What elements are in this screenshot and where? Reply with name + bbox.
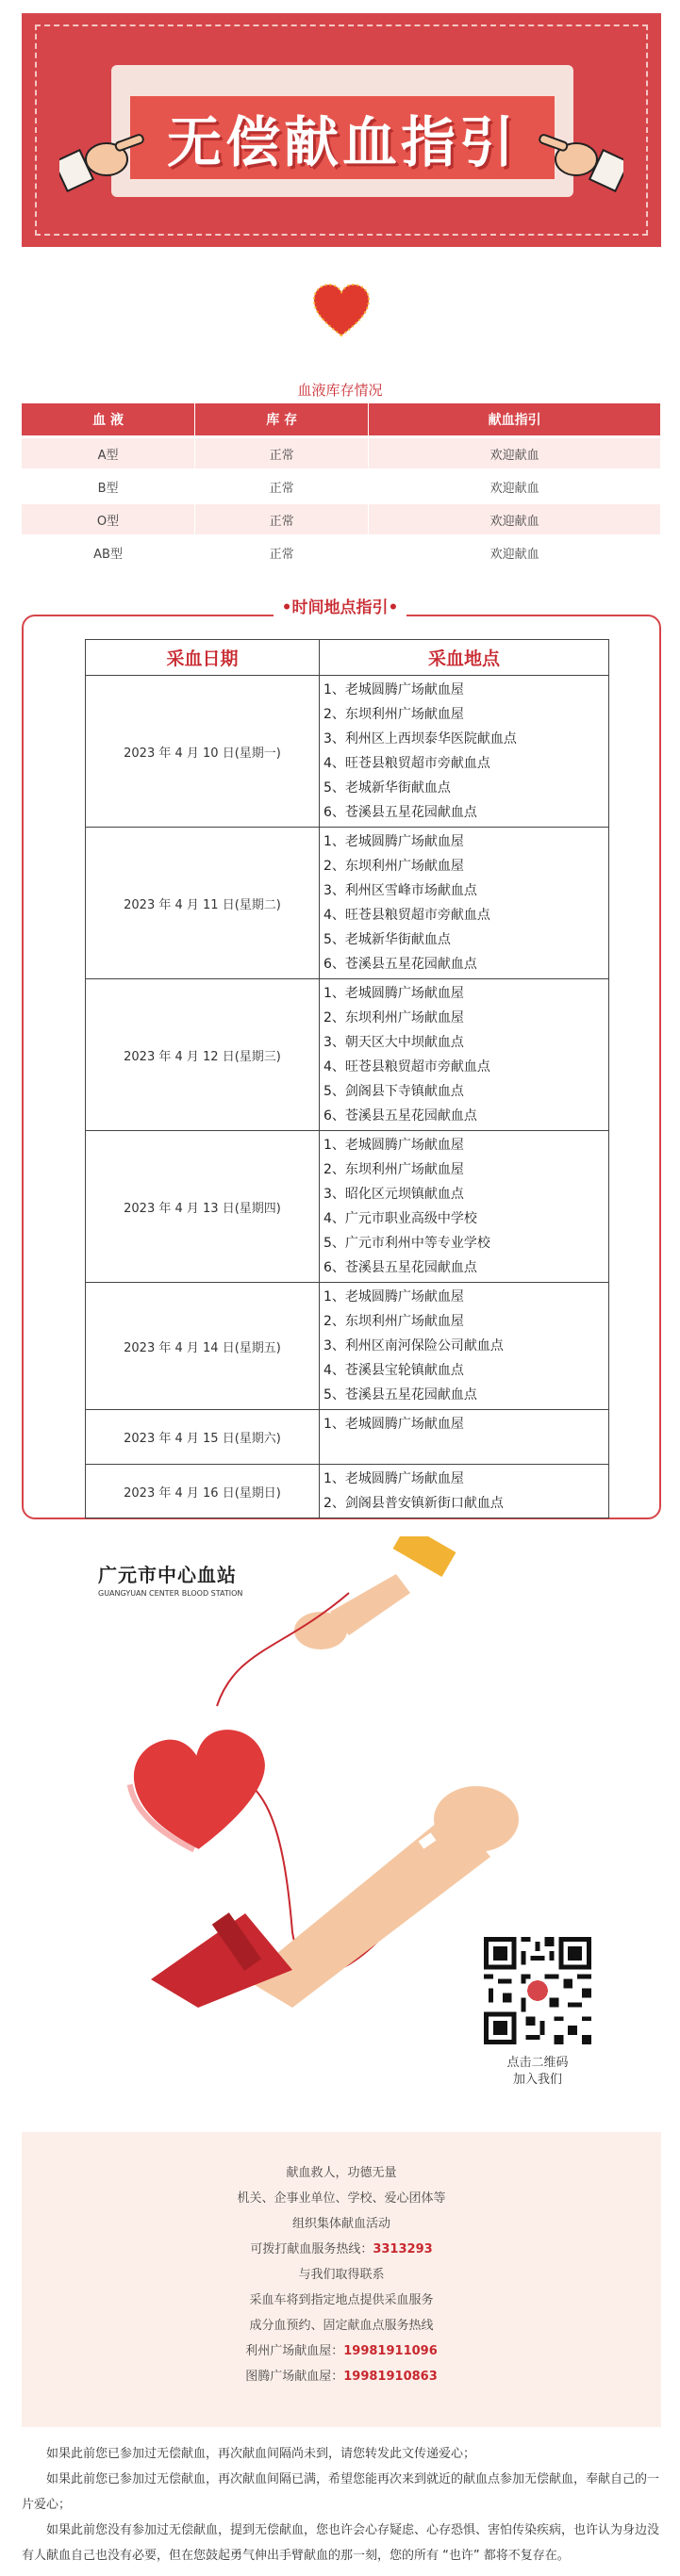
places-cell xyxy=(320,1410,609,1465)
stock-level-cell: 正常 xyxy=(195,504,369,534)
info-line: 献血救人，功德无量 xyxy=(286,2166,397,2180)
table-row xyxy=(22,471,661,501)
table-row xyxy=(22,504,661,534)
table-row xyxy=(86,1410,609,1465)
location-item: 5、剑阁县下寺镇献血点 xyxy=(323,1084,464,1099)
table-row xyxy=(86,828,609,979)
info-line: 机关、企事业单位、学校、爱心团体等 xyxy=(237,2191,446,2206)
location-item: 4、广元市职业高级中学校 xyxy=(323,1211,477,1226)
qr-code-icon[interactable] xyxy=(479,1932,596,2049)
location-item: 2、东坝利州广场献血屋 xyxy=(323,1010,464,1025)
column-header-date: 采血日期 xyxy=(86,640,320,676)
station-logo xyxy=(98,1560,242,1598)
location-item: 4、旺苍县粮贸超市旁献血点 xyxy=(323,756,490,771)
paragraph: 如果此前您已参加过无偿献血，再次献血间隔已满，希望您能再次来到就近的献血点参加无偿献血，奉献自己的一片爱心； xyxy=(22,2472,660,2512)
places-cell xyxy=(320,1131,609,1283)
station-name: 广元市中心血站 xyxy=(98,1564,237,1586)
qr-caption-line: 加入我们 xyxy=(512,2073,562,2087)
location-item: 3、利州区上西坝泰华医院献血点 xyxy=(323,731,517,747)
location-item: 2、东坝利州广场献血屋 xyxy=(323,859,464,874)
blood-type-cell: A型 xyxy=(22,438,195,468)
banner-title-plate xyxy=(130,96,555,179)
places-cell xyxy=(320,979,609,1131)
phone-number[interactable]: 19981910863 xyxy=(343,2370,438,2384)
stock-section-title: 血液库存情况 xyxy=(297,382,383,399)
stock-level-cell: 正常 xyxy=(195,537,369,567)
hotline-number[interactable]: 3313293 xyxy=(373,2242,433,2256)
table-row xyxy=(86,1465,609,1518)
places-cell xyxy=(320,828,609,979)
date-cell: 2023 年 4 月 10 日(星期一) xyxy=(86,676,320,828)
location-item: 5、苍溪县五星花园献血点 xyxy=(323,1387,477,1403)
date-cell: 2023 年 4 月 14 日(星期五) xyxy=(86,1283,320,1410)
location-item: 1、老城圆腾广场献血屋 xyxy=(323,1471,464,1486)
paragraph: 如果此前您没有参加过无偿献血，提到无偿献血，您也许会心存疑虑、心存恐惧、害怕传染疾病，也许认为身边没有人献血自己也没有必要，但在您鼓起勇气伸出手臂献血的那一刻，您的所有 “也许” 都将不复存在。 xyxy=(22,2523,660,2563)
location-item: 1、老城圆腾广场献血屋 xyxy=(323,834,464,849)
table-row xyxy=(86,676,609,828)
table-header-row xyxy=(86,640,609,676)
info-line xyxy=(22,2338,661,2364)
schedule-table xyxy=(85,639,609,1518)
date-cell: 2023 年 4 月 16 日(星期日) xyxy=(86,1465,320,1518)
phone-number[interactable]: 19981911096 xyxy=(343,2344,438,2358)
location-item: 6、苍溪县五星花园献血点 xyxy=(323,1108,477,1124)
table-row xyxy=(86,979,609,1131)
location-item: 3、利州区雪峰市场献血点 xyxy=(323,883,477,898)
table-row xyxy=(22,537,661,567)
table-row xyxy=(86,1283,609,1410)
blood-type-cell: AB型 xyxy=(22,537,195,567)
blood-type-cell: O型 xyxy=(22,504,195,534)
stock-level-cell: 正常 xyxy=(195,438,369,468)
location-item: 3、利州区南河保险公司献血点 xyxy=(323,1338,504,1354)
date-cell: 2023 年 4 月 11 日(星期二) xyxy=(86,828,320,979)
banner-title: 无偿献血指引 xyxy=(166,110,518,174)
location-item: 1、老城圆腾广场献血屋 xyxy=(323,1138,464,1153)
hotline-label: 可拨打献血服务热线： xyxy=(250,2242,373,2256)
location-item: 6、苍溪县五星花园献血点 xyxy=(323,1260,477,1275)
location-item: 5、老城新华街献血点 xyxy=(323,780,451,796)
column-header-location: 采血地点 xyxy=(320,640,609,676)
places-cell xyxy=(320,1465,609,1518)
location-item: 2、东坝利州广场献血屋 xyxy=(323,1314,464,1329)
contact-info-panel xyxy=(22,2132,661,2427)
table-row xyxy=(22,438,661,468)
table-header-row xyxy=(22,403,661,435)
station-name-english: GUANGYUAN CENTER BLOOD STATION xyxy=(98,1589,243,1598)
date-cell: 2023 年 4 月 12 日(星期三) xyxy=(86,979,320,1131)
column-header: 库 存 xyxy=(195,403,369,435)
info-line: 组织集体献血活动 xyxy=(291,2217,390,2231)
location-item: 6、苍溪县五星花园献血点 xyxy=(323,805,477,820)
closing-text xyxy=(22,2441,661,2568)
phone-label: 图腾广场献血屋： xyxy=(245,2370,344,2384)
guidance-cell: 欢迎献血 xyxy=(369,504,661,534)
location-item: 5、广元市利州中等专业学校 xyxy=(323,1236,490,1251)
location-item: 2、东坝利州广场献血屋 xyxy=(323,707,464,722)
location-item: 1、老城圆腾广场献血屋 xyxy=(323,1417,464,1432)
phone-label: 利州广场献血屋： xyxy=(245,2344,344,2358)
header-banner xyxy=(22,13,661,247)
guidance-cell: 欢迎献血 xyxy=(369,438,661,468)
date-cell: 2023 年 4 月 13 日(星期四) xyxy=(86,1131,320,1283)
info-line: 成分血预约、固定献血点服务热线 xyxy=(249,2319,434,2333)
table-row xyxy=(86,1131,609,1283)
location-item: 3、朝天区大中坝献血点 xyxy=(323,1035,464,1050)
location-item: 4、旺苍县粮贸超市旁献血点 xyxy=(323,908,490,923)
schedule-section-title: •时间地点指引• xyxy=(274,594,406,617)
qr-caption-line: 点击二维码 xyxy=(506,2056,569,2070)
info-line xyxy=(22,2364,661,2389)
date-cell: 2023 年 4 月 15 日(星期六) xyxy=(86,1410,320,1465)
location-item: 4、苍溪县宝轮镇献血点 xyxy=(323,1363,464,1378)
pointing-hand-icon xyxy=(539,126,623,192)
location-item: 4、旺苍县粮贸超市旁献血点 xyxy=(323,1059,490,1075)
column-header: 献血指引 xyxy=(369,403,661,435)
heart-icon xyxy=(312,283,371,341)
location-item: 5、老城新华街献血点 xyxy=(323,932,451,947)
pointing-hand-icon xyxy=(59,126,144,192)
location-item: 2、东坝利州广场献血屋 xyxy=(323,1162,464,1177)
info-line xyxy=(22,2237,661,2262)
location-item: 1、老城圆腾广场献血屋 xyxy=(323,682,464,697)
location-item: 1、老城圆腾广场献血屋 xyxy=(323,986,464,1001)
column-header: 血 液 xyxy=(22,403,195,435)
stock-level-cell: 正常 xyxy=(195,471,369,501)
blood-type-cell: B型 xyxy=(22,471,195,501)
location-item: 6、苍溪县五星花园献血点 xyxy=(323,957,477,972)
guidance-cell: 欢迎献血 xyxy=(369,537,661,567)
places-cell xyxy=(320,1283,609,1410)
places-cell xyxy=(320,676,609,828)
blood-stock-table xyxy=(22,401,661,570)
guidance-cell: 欢迎献血 xyxy=(369,471,661,501)
location-item: 3、昭化区元坝镇献血点 xyxy=(323,1187,464,1202)
paragraph: 如果此前您已参加过无偿献血，再次献血间隔尚未到，请您转发此文传递爱心； xyxy=(46,2447,476,2461)
info-line: 与我们取得联系 xyxy=(298,2268,385,2282)
qr-caption xyxy=(479,2055,596,2089)
info-line: 采血车将到指定地点提供采血服务 xyxy=(249,2293,434,2307)
location-item: 2、剑阁县普安镇新街口献血点 xyxy=(323,1496,504,1511)
location-item: 1、老城圆腾广场献血屋 xyxy=(323,1289,464,1304)
